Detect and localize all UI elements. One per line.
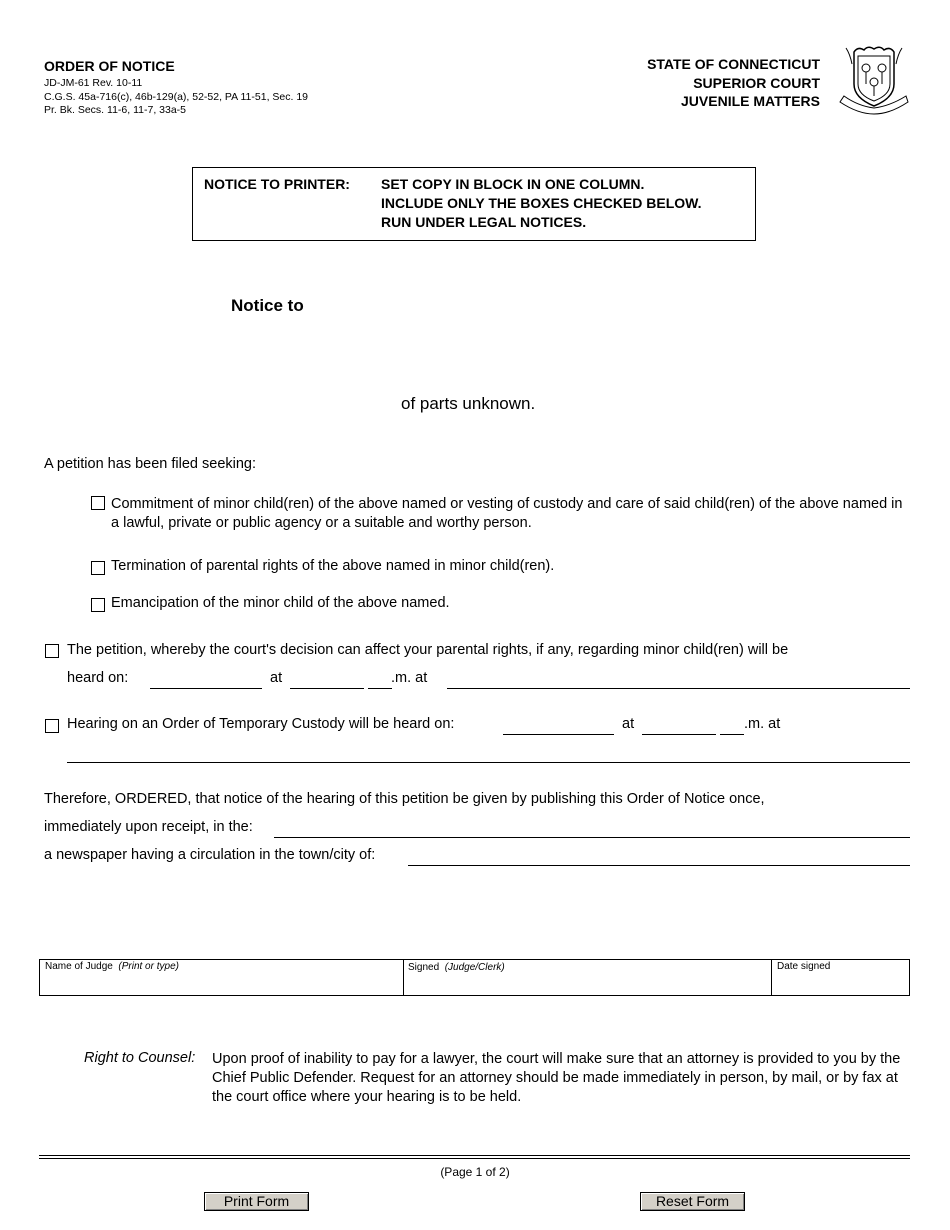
temp-custody-location-input[interactable]	[67, 746, 910, 762]
printer-notice-line2: INCLUDE ONLY THE BOXES CHECKED BELOW.	[381, 195, 702, 211]
hearing-date-input[interactable]	[150, 672, 262, 688]
statutes: C.G.S. 45a-716(c), 46b-129(a), 52-52, PA 11-51, Sec. 19	[44, 91, 309, 103]
form-title: ORDER OF NOTICE	[44, 58, 175, 74]
town-city-input[interactable]	[408, 849, 910, 865]
signed-cell	[403, 960, 772, 995]
parts-unknown: of parts unknown.	[401, 394, 536, 413]
temp-custody-ampm-line	[720, 734, 744, 735]
judge-name-hint: (Print or type)	[118, 961, 179, 972]
hearing-ampm-line	[368, 688, 392, 689]
footer-rule-bottom	[39, 1158, 910, 1159]
temp-custody-date-line	[503, 734, 614, 735]
date-signed-input[interactable]	[776, 972, 905, 992]
temp-custody-m-at-label: .m. at	[744, 716, 781, 732]
reset-form-button[interactable]: Reset Form	[640, 1192, 745, 1211]
temp-custody-location-line	[67, 762, 910, 763]
ordered-receipt-label: immediately upon receipt, in the:	[44, 819, 253, 835]
commitment-option: Commitment of minor child(ren) of the above named or vesting of custody and care of said child(ren) of the above named in a lawful, private or public agency or a suitable and worthy person.	[111, 496, 903, 531]
hearing-checkbox[interactable]	[45, 644, 59, 658]
petition-intro: A petition has been filed seeking:	[44, 456, 257, 472]
termination-option: Termination of parental rights of the above named in minor child(ren).	[111, 558, 555, 574]
newspaper-name-input[interactable]	[274, 821, 910, 837]
temp-custody-at-label: at	[622, 716, 635, 732]
notice-to-heading: Notice to	[231, 296, 304, 315]
hearing-location-input[interactable]	[447, 672, 910, 688]
court-line-superior: SUPERIOR COURT	[693, 74, 820, 91]
practice-book: Pr. Bk. Secs. 11-6, 11-7, 33a-5	[44, 104, 187, 116]
hearing-text: The petition, whereby the court's decision can affect your parental rights, if any, regarding minor child(ren) will be	[67, 642, 789, 658]
hearing-date-line	[150, 688, 262, 689]
printer-notice-box	[192, 167, 756, 241]
hearing-at-label: at	[270, 670, 283, 686]
print-form-button[interactable]: Print Form	[204, 1192, 309, 1211]
emancipation-checkbox[interactable]	[91, 598, 105, 612]
printer-notice-line3: RUN UNDER LEGAL NOTICES.	[381, 214, 587, 230]
temp-custody-time-line	[642, 734, 716, 735]
hearing-heard-on-label: heard on:	[67, 670, 129, 686]
court-line-juvenile: JUVENILE MATTERS	[681, 93, 820, 109]
hearing-ampm-input[interactable]	[368, 672, 392, 688]
emancipation-option: Emancipation of the minor child of the above named.	[111, 595, 450, 611]
judge-name-label-text: Name of Judge	[45, 961, 113, 972]
termination-checkbox[interactable]	[91, 561, 105, 575]
ordered-text: Therefore, ORDERED, that notice of the hearing of this petition be given by publishing this Order of Notice once,	[44, 791, 765, 807]
court-heading	[647, 55, 820, 111]
judge-name-label	[45, 961, 179, 972]
footer-rule-top	[39, 1155, 910, 1156]
form-number: JD-JM-61 Rev. 10-11	[44, 77, 143, 89]
notice-to-name-input[interactable]	[330, 298, 890, 318]
court-line-state: STATE OF CONNECTICUT	[647, 56, 820, 72]
newspaper-name-line	[274, 837, 910, 838]
temp-custody-time-input[interactable]	[642, 718, 716, 734]
signed-label-text: Signed	[408, 962, 440, 973]
temp-custody-text: Hearing on an Order of Temporary Custody will be heard on:	[67, 716, 455, 732]
hearing-time-input[interactable]	[290, 672, 364, 688]
judge-name-cell	[40, 960, 404, 995]
hearing-time-line	[290, 688, 364, 689]
page-number: (Page 1 of 2)	[440, 1165, 510, 1179]
commitment-checkbox[interactable]	[91, 496, 105, 510]
date-signed-label: Date signed	[777, 961, 831, 972]
hearing-m-at-label: .m. at	[391, 670, 428, 686]
signature-table	[39, 959, 910, 996]
hearing-location-line	[447, 688, 910, 689]
ordered-newspaper-label: a newspaper having a circulation in the town/city of:	[44, 847, 376, 863]
connecticut-state-seal-icon	[838, 44, 910, 116]
signed-label	[408, 962, 505, 973]
town-city-line	[408, 865, 910, 866]
date-signed-cell	[772, 960, 909, 995]
temp-custody-date-input[interactable]	[503, 718, 614, 734]
printer-notice-line1: SET COPY IN BLOCK IN ONE COLUMN.	[381, 176, 645, 192]
temp-custody-ampm-input[interactable]	[720, 718, 744, 734]
signed-hint: (Judge/Clerk)	[444, 962, 505, 973]
temp-custody-checkbox[interactable]	[45, 719, 59, 733]
counsel-text: Upon proof of inability to pay for a lawyer, the court will make sure that an attorney is provided to you by the Chief Public Defender. Request for an attorney should be made immediately in person, by mail, or by fax at the court office where your hearing is to be held.	[212, 1051, 901, 1105]
printer-notice-label: NOTICE TO PRINTER:	[204, 176, 350, 192]
judge-name-input[interactable]	[44, 972, 399, 992]
counsel-label: Right to Counsel:	[84, 1050, 196, 1066]
